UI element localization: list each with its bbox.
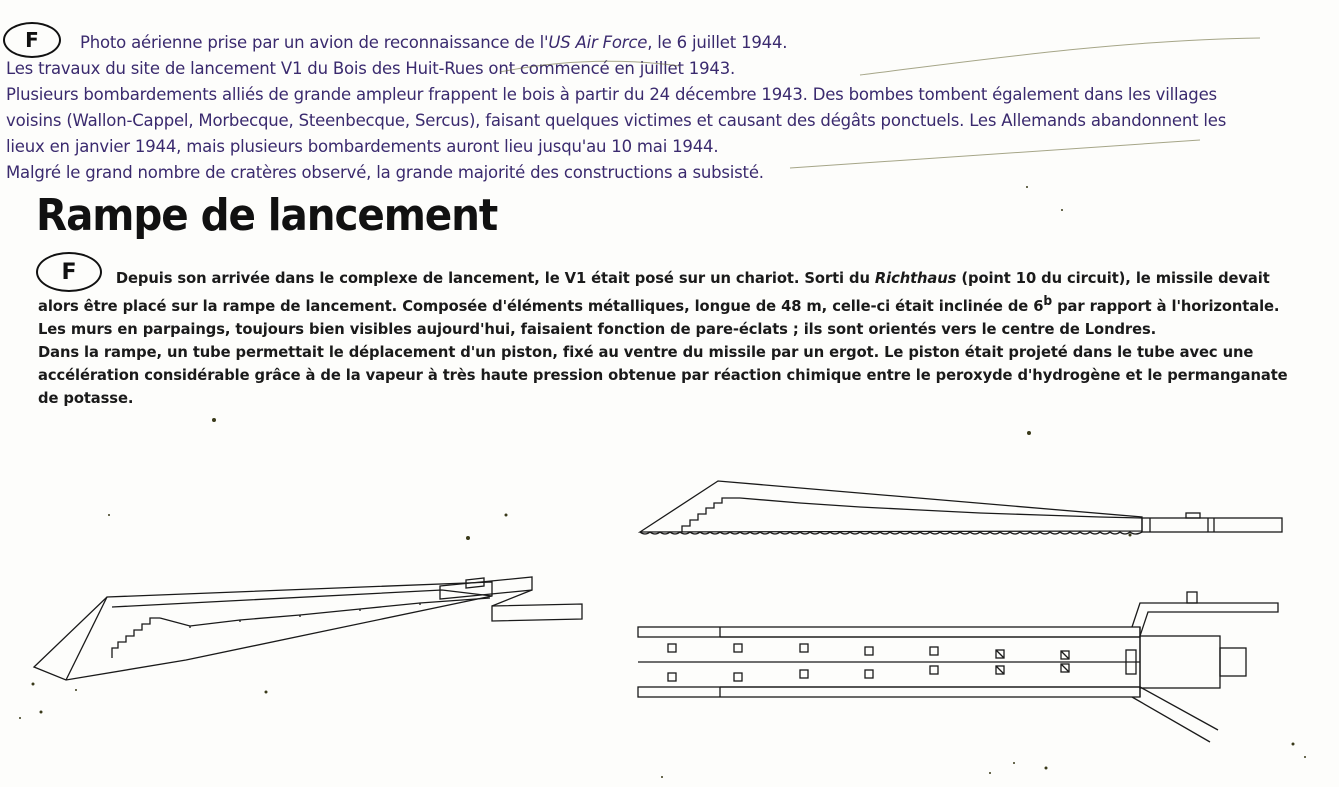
body-line-5: accélération considérable grâce à de la vapeur à très haute pression obtenue par réaction chimique entre le peroxyde d'hydrogène et le permanganate	[38, 366, 1288, 385]
intro-line-1: Photo aérienne prise par un avion de reconnaissance de l'US Air Force, le 6 juillet 1944.	[80, 33, 788, 52]
pencil-marks	[500, 38, 1260, 168]
intro-line-3: Plusieurs bombardements alliés de grande ampleur frappent le bois à partir du 24 décembre 1943. Des bombes tombent également dans les villages	[6, 85, 1217, 104]
body-line-2: alors être placé sur la rampe de lancement. Composée d'éléments métalliques, longue de 48 m, celle-ci était inclinée de 6$^b$ par rapport à l'horizontale.	[38, 294, 1280, 316]
body-line-3: Les murs en parpaings, toujours bien visibles aujourd'hui, faisaient fonction de pare-éclats ; ils sont orientés vers le centre de Londres.	[38, 320, 1157, 339]
ramp-plan-view	[638, 592, 1278, 742]
ramp-side-elevation	[640, 481, 1282, 534]
paper-specks	[19, 186, 1306, 778]
intro-line-6: Malgré le grand nombre de cratères observé, la grande majorité des constructions a subsisté.	[6, 163, 764, 182]
language-badge-f: F	[3, 22, 61, 58]
intro-line-4: voisins (Wallon-Cappel, Morbecque, Steenbecque, Sercus), faisant quelques victimes et causant des dégâts ponctuels. Les Allemands abandonnent les	[6, 111, 1227, 130]
body-line-6: de potasse.	[38, 389, 134, 408]
intro-line-5: lieux en janvier 1944, mais plusieurs bombardements auront lieu jusqu'au 10 mai 1944.	[6, 137, 719, 156]
body-line-4: Dans la rampe, un tube permettait le déplacement d'un piston, fixé au ventre du missile par un ergot. Le piston était projeté dans le tube avec une	[38, 343, 1254, 362]
section-title: Rampe de lancement	[36, 190, 498, 241]
language-badge-f: F	[36, 252, 102, 292]
body-line-1: Depuis son arrivée dans le complexe de lancement, le V1 était posé sur un chariot. Sorti du Richthaus (point 10 du circuit), le missile devait	[115, 269, 1270, 287]
ramp-perspective-drawing	[34, 577, 582, 680]
intro-line-2: Les travaux du site de lancement V1 du Bois des Huit-Rues ont commencé en juillet 1943.	[6, 59, 736, 78]
